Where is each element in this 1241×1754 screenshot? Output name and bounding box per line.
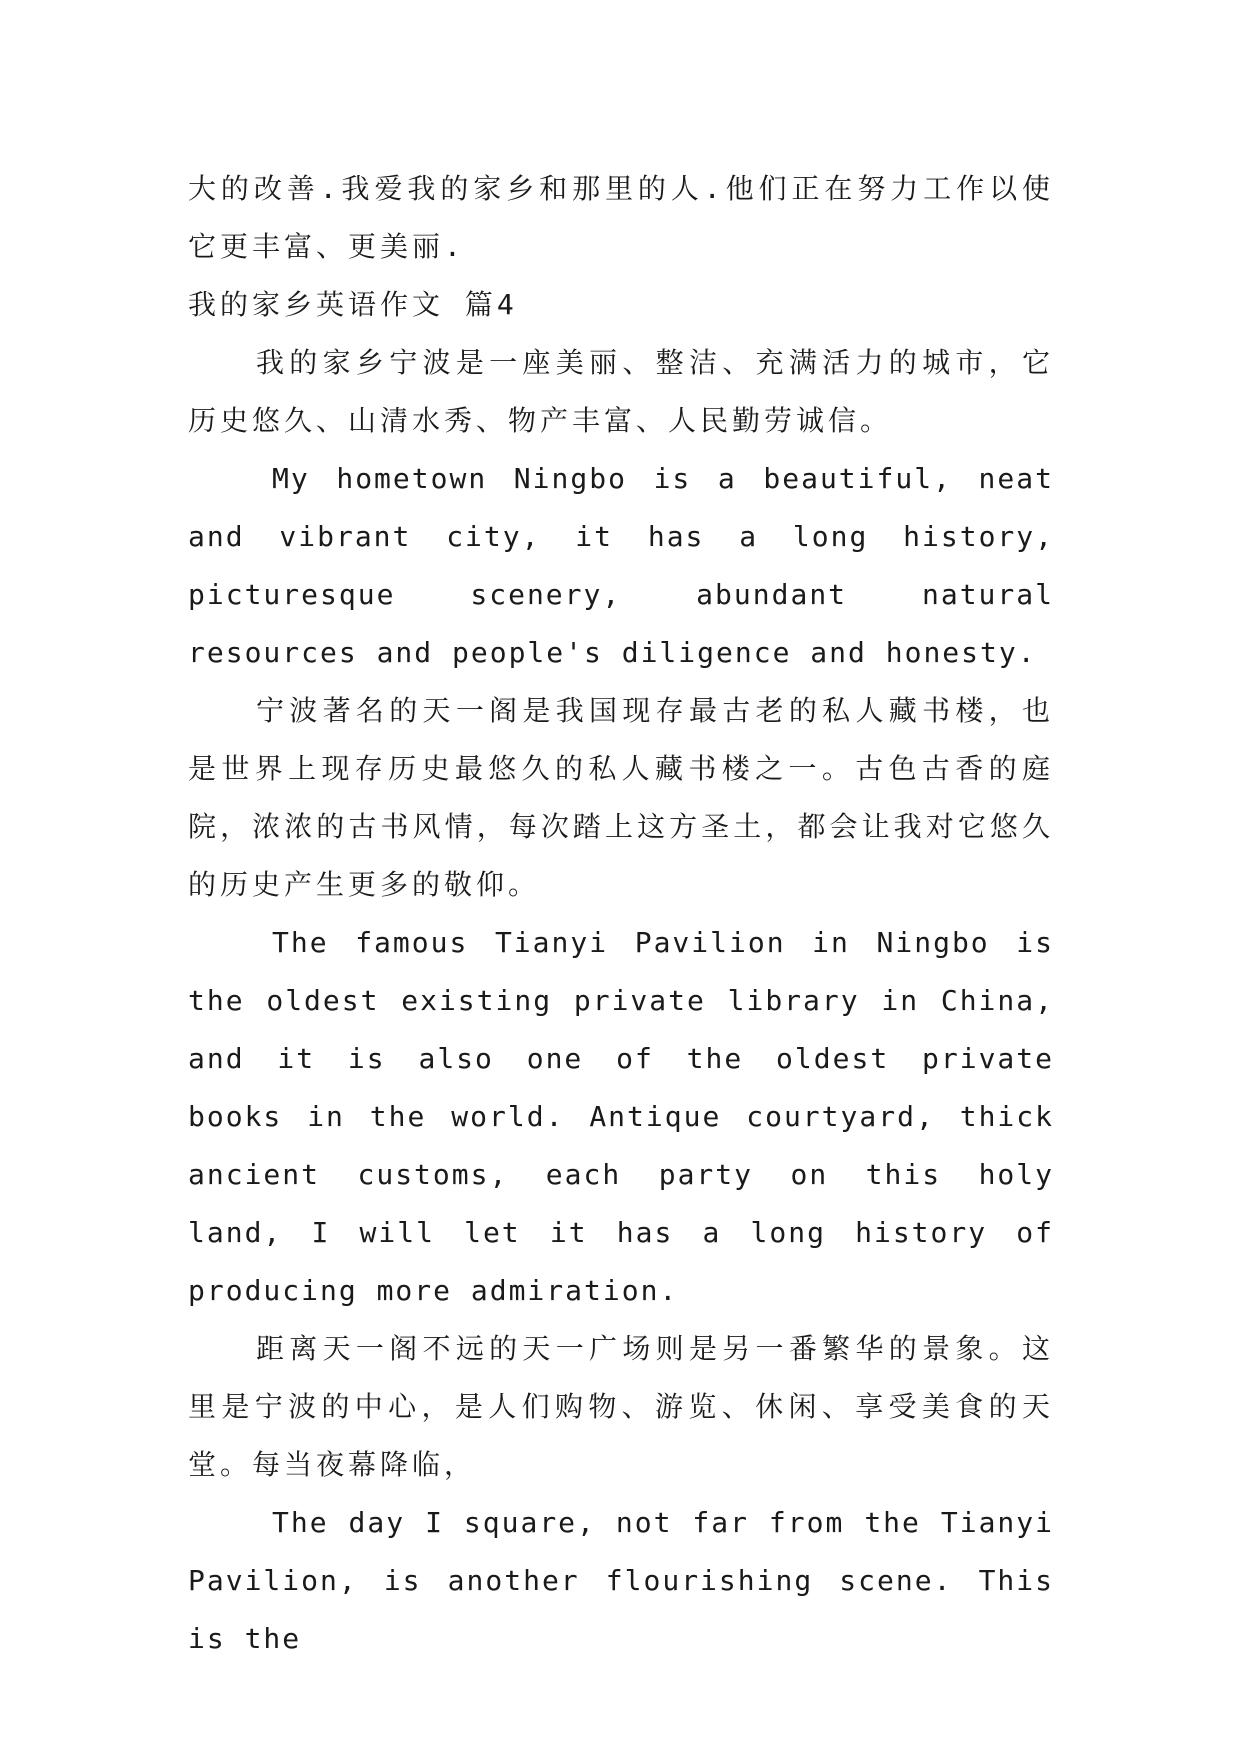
paragraph-chinese-intro: 我的家乡宁波是一座美丽、整洁、充满活力的城市，它历史悠久、山清水秀、物产丰富、人民勤劳诚信。 bbox=[188, 346, 1054, 437]
paragraph-continuation: 大的改善.我爱我的家乡和那里的人.他们正在努力工作以使它更丰富、更美丽. bbox=[188, 172, 1054, 263]
document-body bbox=[188, 160, 1054, 1668]
paragraph-english-intro: My hometown Ningbo is a beautiful, neat and vibrant city, it has a long history, picturesque scenery, abundant natural resources and people's diligence and honesty. bbox=[188, 462, 1054, 669]
paragraph-english-square: The day I square, not far from the Tianyi Pavilion, is another flourishing scene. This is the bbox=[188, 1506, 1054, 1655]
paragraph-chinese-tianyi: 宁波著名的天一阁是我国现存最古老的私人藏书楼，也是世界上现存历史最悠久的私人藏书楼之一。古色古香的庭院，浓浓的古书风情，每次踏上这方圣土，都会让我对它悠久的历史产生更多的敬仰。 bbox=[188, 694, 1054, 901]
paragraph-english-tianyi: The famous Tianyi Pavilion in Ningbo is the oldest existing private library in China, and it is also one of the oldest private books in the world. Antique courtyard, thick ancient customs, each party on this holy land, I will let it has a long history of producing more admiration. bbox=[188, 926, 1054, 1307]
section-heading: 我的家乡英语作文 篇4 bbox=[188, 288, 518, 321]
paragraph-chinese-square: 距离天一阁不远的天一广场则是另一番繁华的景象。这里是宁波的中心，是人们购物、游览、休闲、享受美食的天堂。每当夜幕降临， bbox=[188, 1332, 1054, 1481]
